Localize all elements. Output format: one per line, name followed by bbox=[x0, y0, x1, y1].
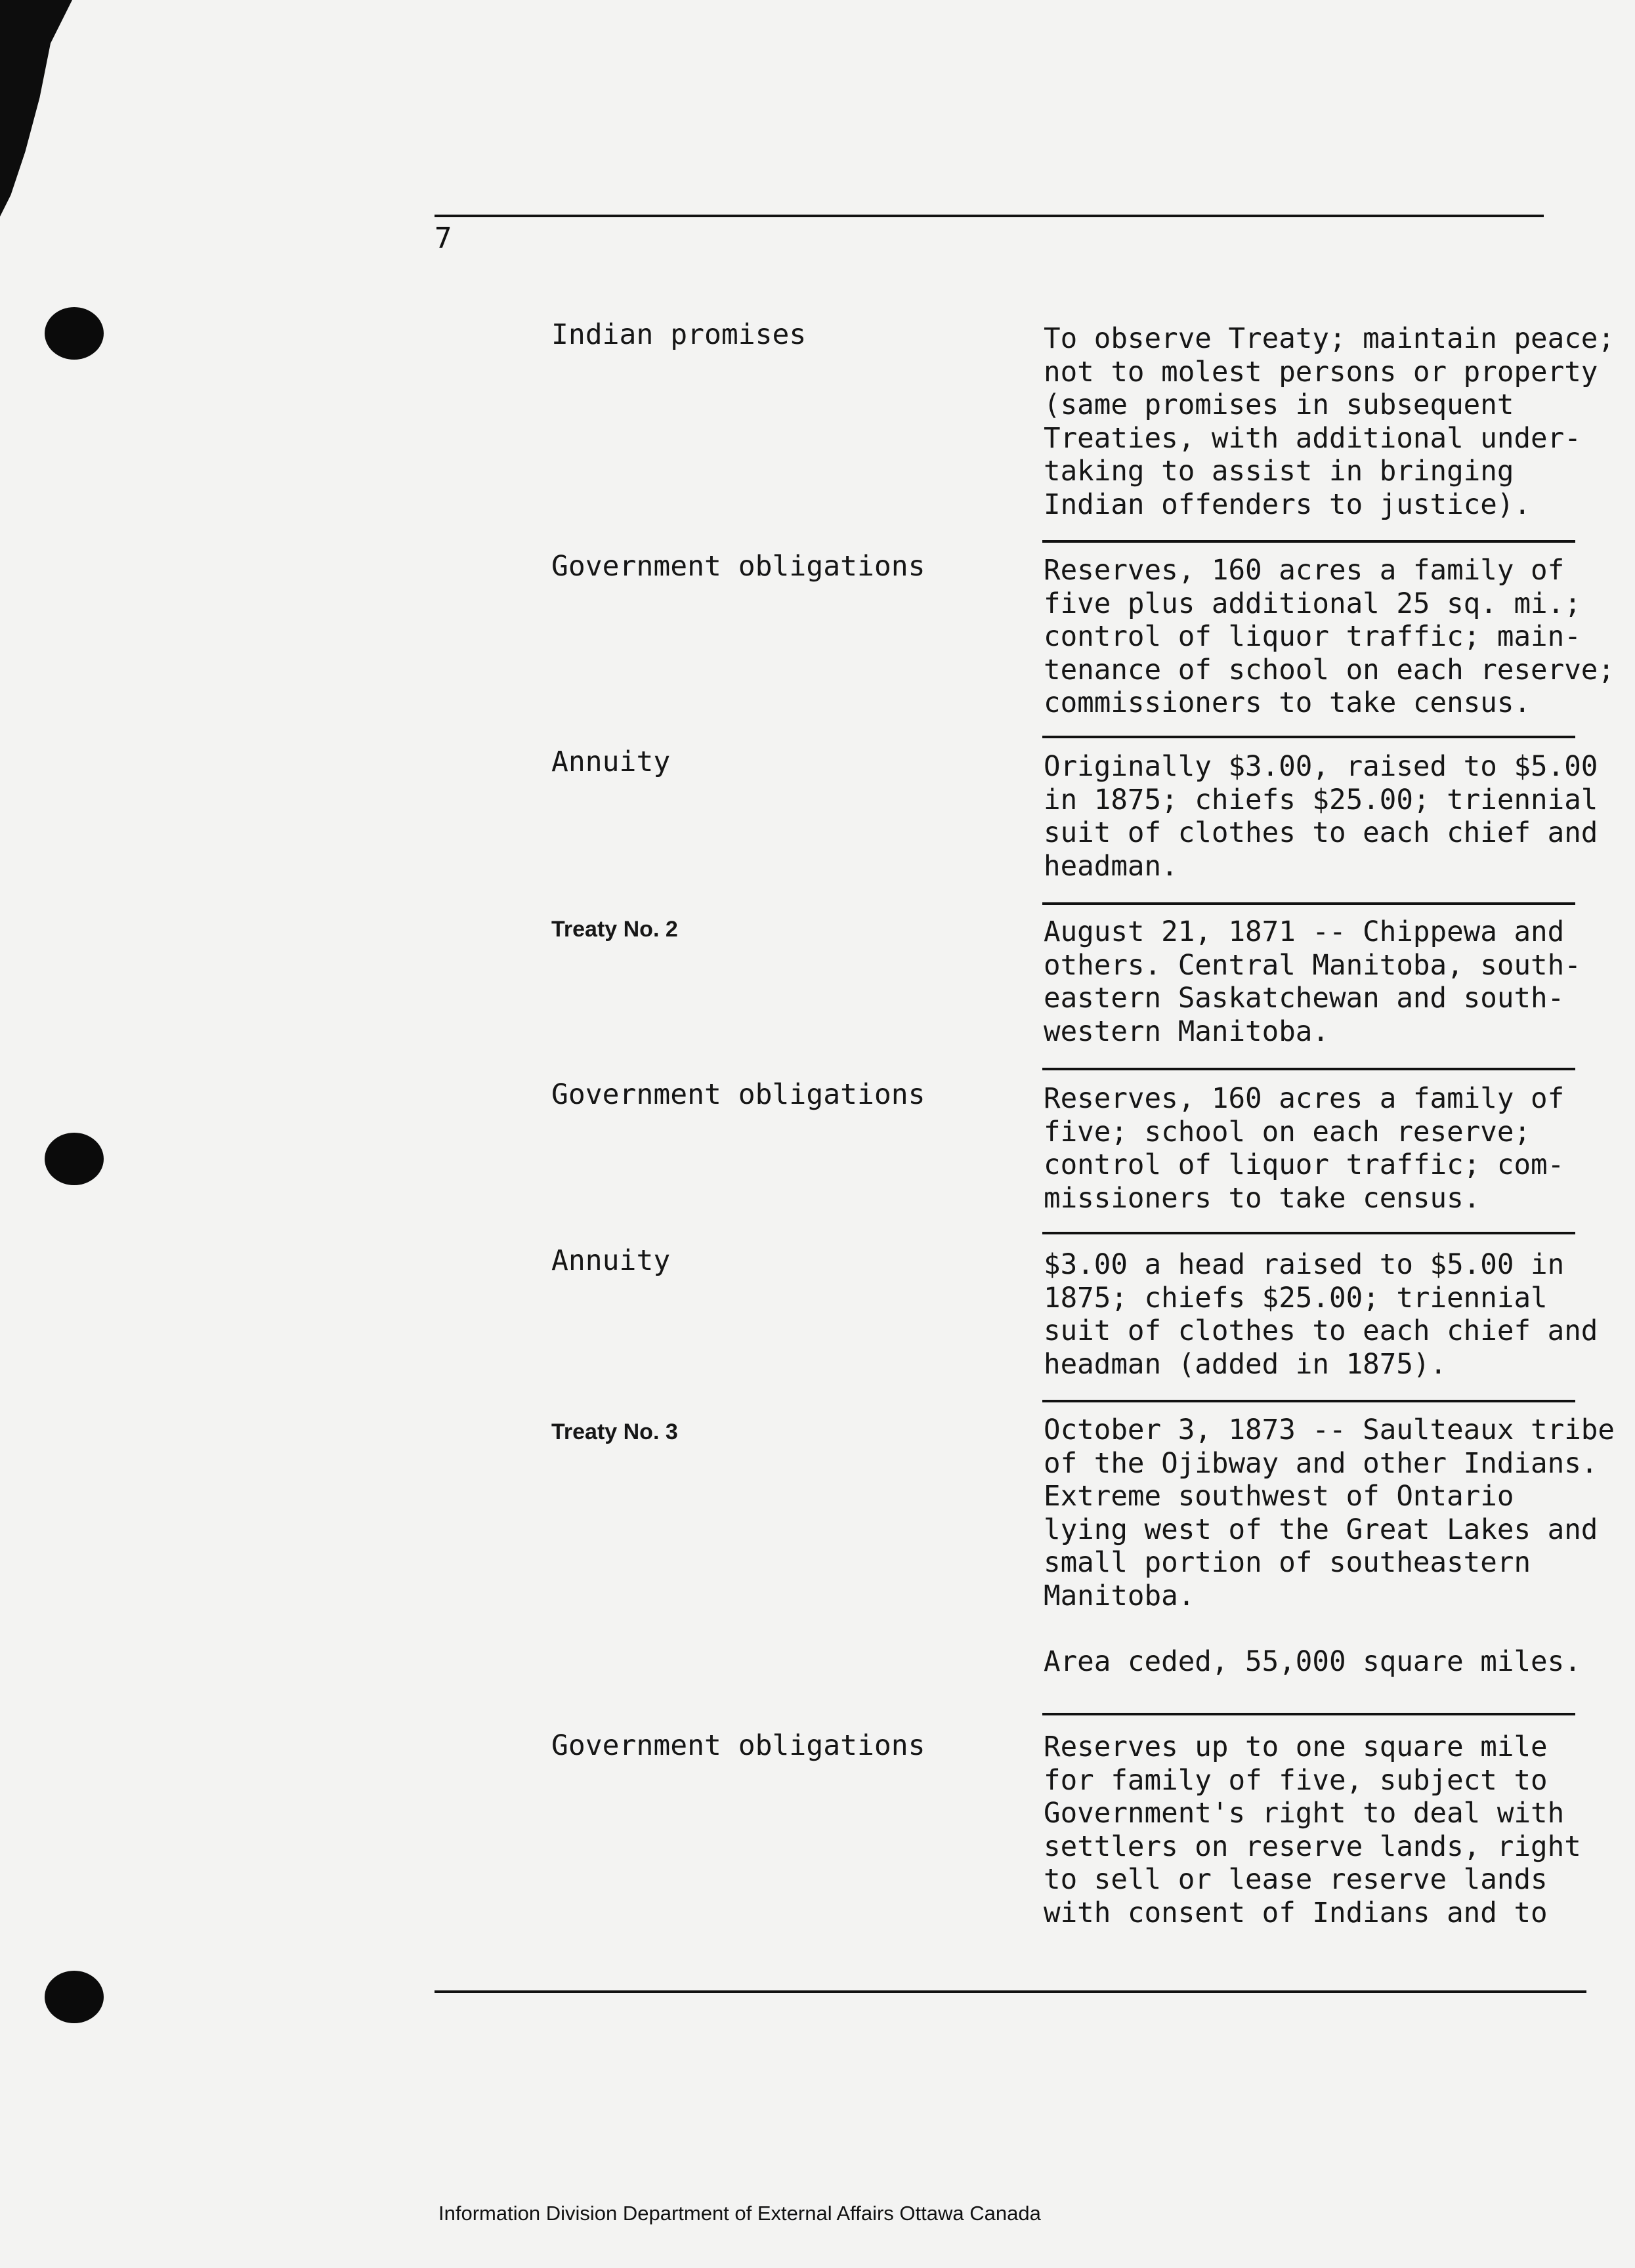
entry-divider bbox=[1042, 1068, 1575, 1070]
punch-hole-middle bbox=[45, 1133, 104, 1185]
entry-text-annuity: Originally $3.00, raised to $5.00 in 1875; chiefs $25.00; triennial suit of clothes to each chief and headman. bbox=[1044, 751, 1598, 883]
entry-text-treaty-no-3: October 3, 1873 -- Saulteaux tribe of the Ojibway and other Indians. Extreme southwest of Ontario lying west of the Great Lakes and small portion of southeastern Manitoba. bbox=[1044, 1414, 1615, 1612]
entry-text-annuity: $3.00 a head raised to $5.00 in 1875; chiefs $25.00; triennial suit of clothes to each chief and headman (added in 1875). bbox=[1044, 1249, 1598, 1381]
punch-hole-top bbox=[45, 307, 104, 360]
punch-hole-bottom bbox=[45, 1971, 104, 2023]
entry-divider bbox=[1042, 540, 1575, 543]
entry-divider bbox=[1042, 736, 1575, 738]
entry-label-government-obligations: Government obligations bbox=[551, 1078, 925, 1111]
entry-label-government-obligations: Government obligations bbox=[551, 1729, 925, 1762]
entry-divider bbox=[1042, 1713, 1575, 1715]
entry-text-government-obligations: Reserves, 160 acres a family of five; school on each reserve; control of liquor traffic; com- missioners to take census. bbox=[1044, 1083, 1565, 1215]
entry-label-government-obligations: Government obligations bbox=[551, 550, 925, 583]
entry-divider bbox=[1042, 1400, 1575, 1402]
entry-text-area-ceded: Area ceded, 55,000 square miles. bbox=[1044, 1646, 1581, 1678]
footer-attribution: Information Division Department of External Affairs Ottawa Canada bbox=[438, 2202, 1041, 2225]
entry-label-indian-promises: Indian promises bbox=[551, 318, 807, 351]
entry-label-treaty-no-3: Treaty No. 3 bbox=[551, 1419, 678, 1444]
entry-divider bbox=[1042, 902, 1575, 905]
entry-divider bbox=[1042, 1232, 1575, 1234]
entry-text-treaty-no-2: August 21, 1871 -- Chippewa and others. Central Manitoba, south- eastern Saskatchewan and south- western Manitoba. bbox=[1044, 916, 1581, 1048]
entry-label-annuity: Annuity bbox=[551, 1244, 671, 1277]
page-number: 7 bbox=[435, 222, 452, 255]
bottom-rule bbox=[435, 1990, 1586, 1993]
entry-text-government-obligations: Reserves up to one square mile for family of five, subject to Government's right to deal with settlers on reserve lands, right to sell or lease reserve lands with consent of Indians and to bbox=[1044, 1731, 1581, 1929]
entry-text-government-obligations: Reserves, 160 acres a family of five plus additional 25 sq. mi.; control of liquor traffic; main- tenance of school on each reserve; commissioners to take census. bbox=[1044, 555, 1615, 719]
top-rule bbox=[435, 215, 1544, 217]
entry-label-annuity: Annuity bbox=[551, 746, 671, 778]
torn-corner bbox=[0, 0, 72, 217]
entry-label-treaty-no-2: Treaty No. 2 bbox=[551, 917, 678, 942]
entry-text-indian-promises: To observe Treaty; maintain peace; not to molest persons or property (same promises in subsequent Treaties, with additional under- taking to assist in bringing Indian offenders to justice). bbox=[1044, 323, 1615, 521]
